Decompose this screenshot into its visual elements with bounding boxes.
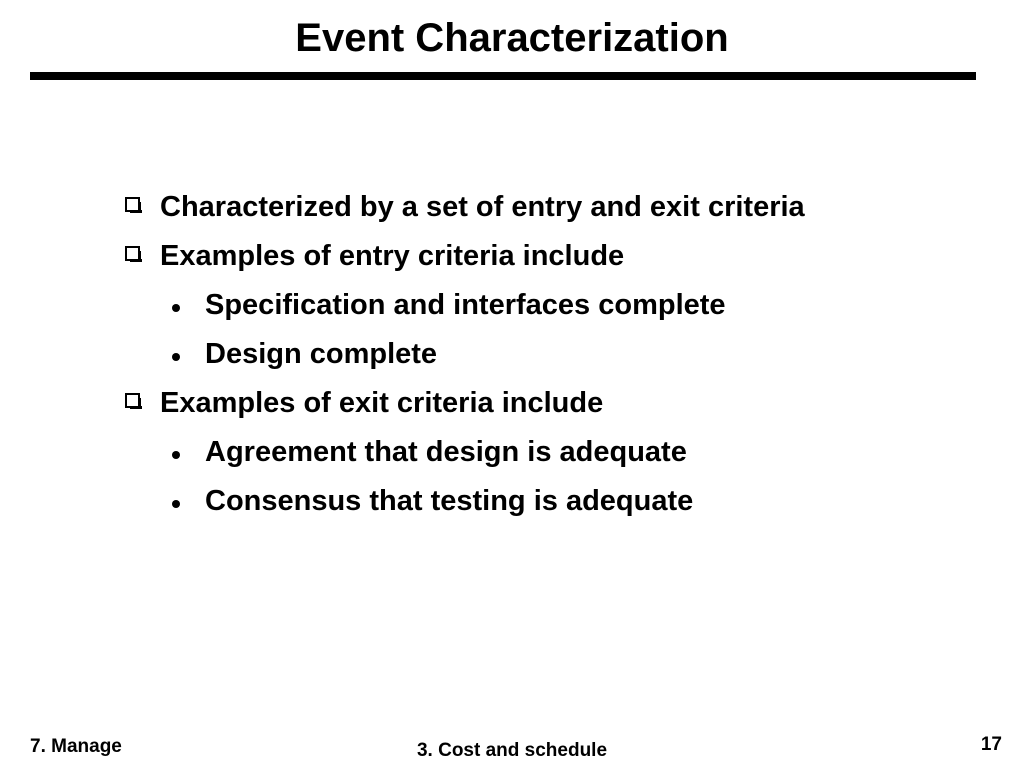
square-bullet-icon <box>125 246 140 261</box>
bullet-list <box>124 183 805 526</box>
sub-bullet-item <box>124 330 805 379</box>
bullet-text: Examples of entry criteria include <box>160 240 625 272</box>
footer-topic-label: 3. Cost and schedule <box>416 740 608 761</box>
title-divider <box>30 72 976 80</box>
bullet-text: Characterized by a set of entry and exit criteria <box>160 191 805 223</box>
footer-section-label: 7. Manage <box>30 736 122 757</box>
square-bullet-icon <box>125 393 140 408</box>
bullet-item <box>124 183 805 232</box>
dot-bullet-icon <box>172 353 180 361</box>
bullet-text: Examples of exit criteria include <box>160 387 604 419</box>
dot-bullet-icon <box>172 451 180 459</box>
square-bullet-icon <box>125 197 140 212</box>
sub-bullet-text: Consensus that testing is adequate <box>205 485 694 517</box>
sub-bullet-text: Specification and interfaces complete <box>205 289 726 321</box>
bullet-item <box>124 379 805 428</box>
dot-bullet-icon <box>172 500 180 508</box>
sub-bullet-item <box>124 281 805 330</box>
sub-bullet-item <box>124 428 805 477</box>
slide-title: Event Characterization <box>295 16 729 60</box>
page-number: 17 <box>980 734 1002 755</box>
dot-bullet-icon <box>172 304 180 312</box>
bullet-item <box>124 232 805 281</box>
sub-bullet-text: Agreement that design is adequate <box>205 436 687 468</box>
sub-bullet-text: Design complete <box>205 338 438 370</box>
sub-bullet-item <box>124 477 805 526</box>
